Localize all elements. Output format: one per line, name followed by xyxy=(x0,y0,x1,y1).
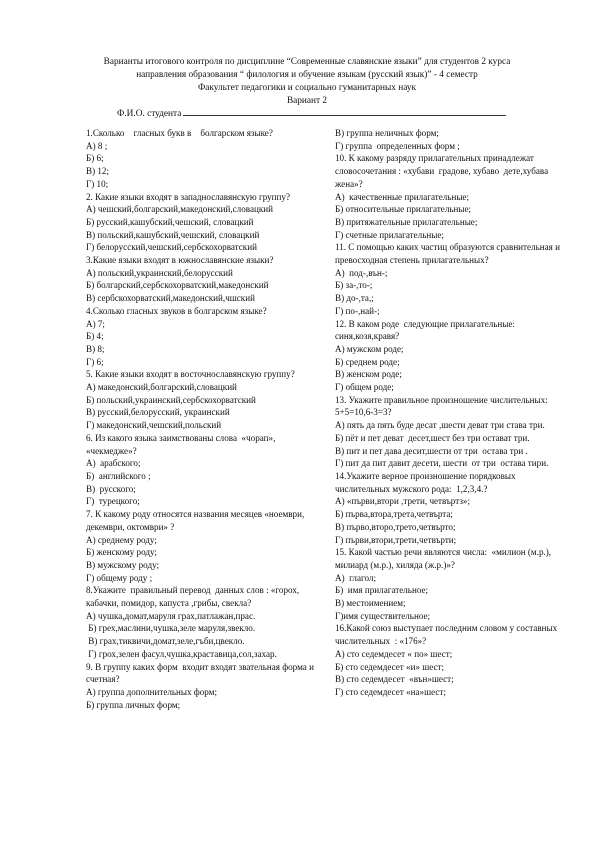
question-line: А) под-,вън-; xyxy=(335,267,388,278)
question-line: В) сербскохорватский,македонский,чшский xyxy=(86,293,255,304)
question-line: Б) имя прилагательное; xyxy=(335,585,429,596)
question-line: Г) македонский,чешский,польский xyxy=(86,420,222,431)
question-line: В) мужскому роду; xyxy=(86,559,160,570)
question-line: 11. С помощью каких частиц образуются сравнительная и превосходная степень прилагательных? xyxy=(335,242,563,266)
question-line: Б) относительные прилагательные; xyxy=(335,204,472,215)
question-line: Б) английского ; xyxy=(86,470,151,481)
question-line: 14.Укажите верное произношение порядковых числительных мужского рода: 1,2,3,4.? xyxy=(335,470,518,494)
question-line: А) группа дополнительных форм; xyxy=(86,686,217,697)
question-line: Б) женскому роду; xyxy=(86,547,157,558)
question-line: В) първо,второ,трето,четвърто; xyxy=(335,521,456,532)
question-line: В) женском роде; xyxy=(335,369,402,380)
question-line: Г) белорусский,чешский,сербскохорватский xyxy=(86,242,257,253)
question-line: 8.Укажите правильный перевод данных слов : «горох, кабачки, помидор, капуста ,грибы, свекла? xyxy=(86,585,302,609)
question-line: 7. К какому роду относятся названия месяцев «ноември, декември, октомври» ? xyxy=(86,509,307,532)
question-line: Б) группа личных форм; xyxy=(86,699,181,710)
question-line: А) среднему роду; xyxy=(86,534,157,545)
question-line: Г) по-,най-; xyxy=(335,305,380,316)
question-line: Б) русский,кашубский,чешский, словацкий xyxy=(86,216,254,227)
question-line: Б) 4; xyxy=(86,331,104,342)
question-line: В) пит и пет дава десит,шести от три остава три . xyxy=(335,445,528,456)
header-variant-line: Вариант 2 xyxy=(286,96,328,106)
question-line: В) 12; xyxy=(86,166,109,177)
question-line: А) качественные прилагательные; xyxy=(335,191,469,202)
question-line: Г) турецкого; xyxy=(86,496,140,507)
question-line: Б) сто седемдесет «и» шест; xyxy=(335,661,445,672)
right-question-column xyxy=(335,127,568,699)
question-line: В) до-,та,; xyxy=(335,293,374,304)
question-line: В) русский,белорусский, украинский xyxy=(86,407,230,418)
question-line: А) глагол; xyxy=(335,572,376,583)
question-line: Г) 6; xyxy=(86,356,104,367)
question-line: Г) общем роде; xyxy=(335,382,394,393)
question-line: Г) общему роду ; xyxy=(86,572,153,583)
question-line: Б) 6; xyxy=(86,153,104,164)
question-line: Б) за-,то-; xyxy=(335,280,373,291)
student-name-row xyxy=(117,107,506,120)
question-line: 2. Какие языки входят в западнославянскую группу? xyxy=(86,191,290,202)
question-line: А) «първи,втори ,трети, четвъртз»; xyxy=(335,496,470,507)
question-line: В) польский,кашубский,чешский, словацкий xyxy=(86,229,260,240)
question-line: 16.Какой союз выступает последним словом у составных числительных : «176»? xyxy=(335,623,560,647)
question-line: Б) среднем роде; xyxy=(335,356,400,367)
question-line: А) сто седемдесет « по» шест; xyxy=(335,648,453,659)
question-line: Б) грех,маслини,чушка,зеле маруля,звекло. xyxy=(86,623,256,634)
student-name-label: Ф.И.О. студента xyxy=(117,109,182,119)
left-question-column xyxy=(86,127,318,711)
header-title-line: Варианты итогового контроля по дисциплине “Современные славянские языки” для студентов 2 курса xyxy=(103,57,511,67)
question-line: А) польский,украинский,белорусский xyxy=(86,267,233,278)
question-line: Г) първи,втори,трети,четвърти; xyxy=(335,534,457,545)
student-name-blank xyxy=(183,107,506,116)
document-header xyxy=(60,56,554,108)
question-line: Б) польский,украинский,сербскохорватский xyxy=(86,394,256,405)
question-line: В) 8; xyxy=(86,343,105,354)
question-line: 9. В группу каких форм входит входят звательная форма и счетная? xyxy=(86,661,317,685)
question-line: Г) сто седемдесет «на»шест; xyxy=(335,686,446,697)
question-line: А) арабского; xyxy=(86,458,141,469)
question-line: Г)имя существительное; xyxy=(335,610,431,621)
question-line: Б) болгарский,сербскохорватский,македонский xyxy=(86,280,269,291)
question-line: Г) грох,зелен фасул,чушка,краставица,сол,захар. xyxy=(86,648,277,659)
question-line: А) 7; xyxy=(86,318,105,329)
question-line: 12. В каком роде следующие прилагательные: синя,козя,кравя? xyxy=(335,318,518,342)
question-line: А) пять да пять буде десат ,шести деват три става три. xyxy=(335,420,545,431)
question-line: А) 8 ; xyxy=(86,140,108,151)
question-line: 4.Сколько гласных звуков в болгарском языке? xyxy=(86,305,267,316)
question-line: 1.Сколько гласных букв в болгарском языке? xyxy=(86,128,273,138)
question-line: А) македонский,болгарский,словацкий xyxy=(86,382,237,393)
question-line: 13. Укажите правильное произношение числительных: 5+5=10,6-3=3? xyxy=(335,394,553,418)
question-line: В) грах,тиквичи,домат,зеле,гъби,цвекло. xyxy=(86,636,245,647)
question-line: В) сто седемдесет «вън»шест; xyxy=(335,674,454,685)
question-line: 10. К какому разряду прилагательных принадлежат словосочетания : «хубави градове, хубаво дете,хубава жена»? xyxy=(335,153,551,189)
question-line: Г) счетные прилагательные; xyxy=(335,229,444,240)
question-line: 15. Какой частью речи являются числа: «милион (м.р.), милиард (м.р.), хиляда (ж.р.)»? xyxy=(335,547,554,570)
question-line: Г) пит да пит давит десети, шести от три остава тири. xyxy=(335,458,549,469)
question-line: 6. Из какого языка заимствованы слова «чорап», «чекмедже»? xyxy=(86,432,278,456)
question-line: 5. Какие языки входят в восточнославянскую группу? xyxy=(86,369,295,380)
question-line: В) притяжательные прилагательные; xyxy=(335,216,478,227)
question-line: В) русского; xyxy=(86,483,136,494)
question-line: В) местоимением; xyxy=(335,598,406,609)
question-line: Г) группа определенных форм ; xyxy=(335,140,460,151)
question-line: Б) пёт и пет деват десет,шест без три остават три. xyxy=(335,432,530,443)
question-line: А) чешский,болгарский,македонский,словацкий xyxy=(86,204,273,215)
question-line: В) группа неличных форм; xyxy=(335,128,439,138)
question-line: А) мужском роде; xyxy=(335,343,404,354)
question-line: 3.Какие языки входят в южнославянские языки? xyxy=(86,255,274,266)
question-line: Б) първа,вторa,трета,четвърта; xyxy=(335,509,453,520)
question-line: А) чушка,домат,маруля грах,патлажан,прас. xyxy=(86,610,256,621)
header-faculty-line: Факультет педагогики и социально гуманитарных наук xyxy=(197,83,417,93)
header-direction-line: направления образования “ филология и обучение языкам (русский язык)” - 4 семестр xyxy=(136,70,478,80)
question-line: Г) 10; xyxy=(86,178,109,189)
